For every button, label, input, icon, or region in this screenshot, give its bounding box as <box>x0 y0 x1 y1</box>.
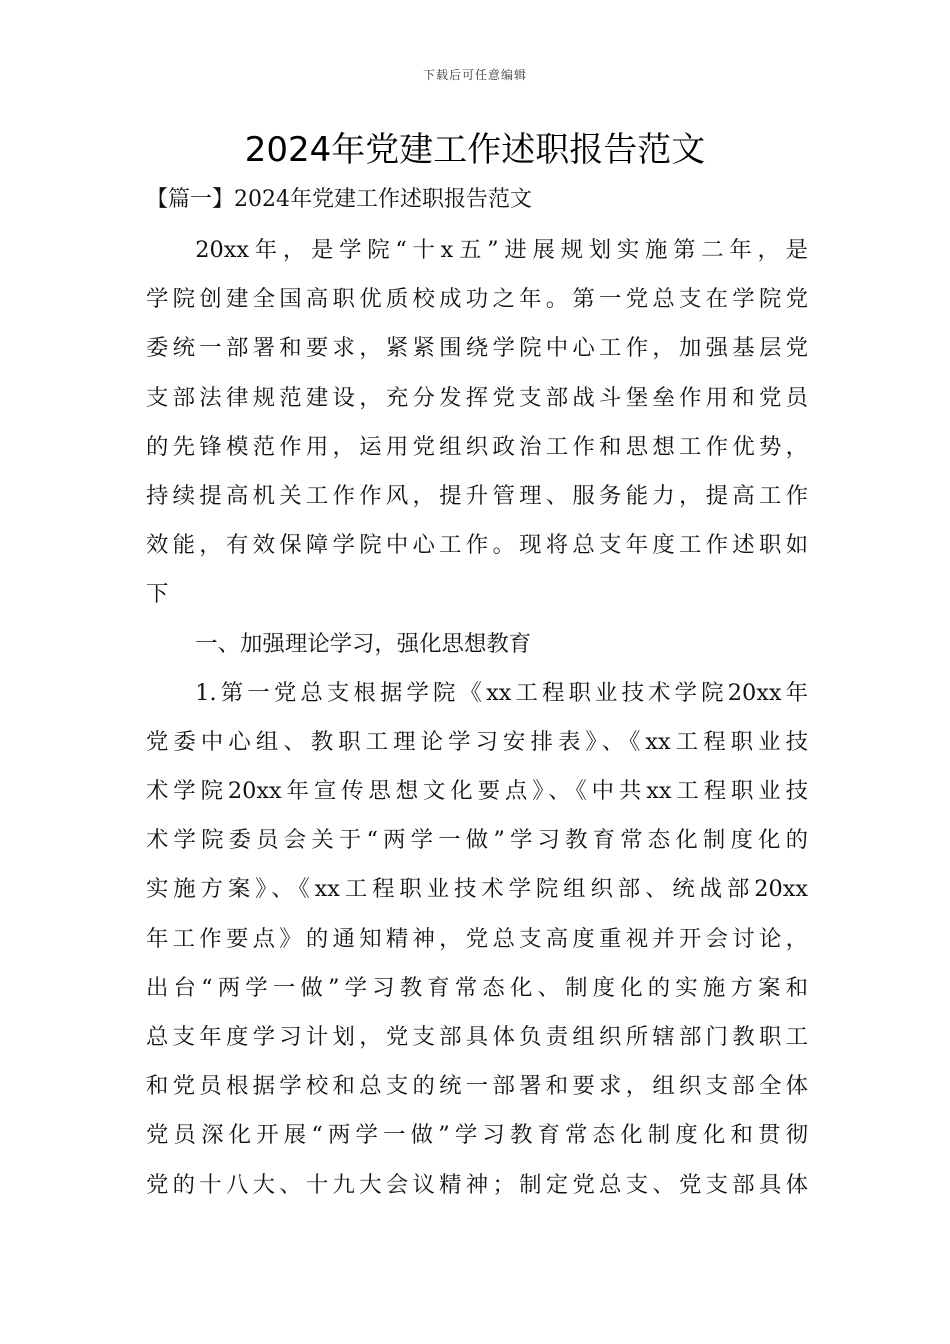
text-line: 实施方案》、《xx工程职业技术学院组织部、统战部20xx <box>146 876 808 903</box>
text-line: 学院创建全国高职优质校成功之年。第一党总支在学院党 <box>146 286 808 313</box>
text-line: 委统一部署和要求，紧紧围绕学院中心工作，加强基层党 <box>146 335 808 362</box>
text-line: 20xx年，是学院“十x五”进展规划实施第二年，是 <box>195 237 808 263</box>
text-line: 下 <box>146 581 169 608</box>
text-line: 效能，有效保障学院中心工作。现将总支年度工作述职如 <box>146 532 808 559</box>
text-line: 出台“两学一做”学习教育常态化、制度化的实施方案和 <box>146 974 808 1001</box>
text-line: 持续提高机关工作作风，提升管理、服务能力，提高工作 <box>146 482 808 509</box>
paragraph-intro <box>146 226 808 620</box>
text-line: 年工作要点》的通知精神，党总支高度重视并开会讨论， <box>146 925 808 952</box>
text-line: 支部法律规范建设，充分发挥党支部战斗堡垒作用和党员 <box>146 384 808 411</box>
document-title: 2024年党建工作述职报告范文 <box>244 130 706 170</box>
text-line: 总支年度学习计划，党支部具体负责组织所辖部门教职工 <box>146 1024 808 1050</box>
text-line: 1.第一党总支根据学院《xx工程职业技术学院20xx年 <box>195 679 808 706</box>
document-body <box>146 178 808 1210</box>
text-line: 一、加强理论学习，强化思想教育 <box>195 630 532 657</box>
text-line: 党员深化开展“两学一做”学习教育常态化制度化和贯彻 <box>146 1122 808 1149</box>
text-line: 术学院20xx年宣传思想文化要点》、《中共xx工程职业技 <box>146 778 808 805</box>
text-line: 的先锋模范作用，运用党组织政治工作和思想工作优势， <box>146 433 808 460</box>
text-line: 和党员根据学校和总支的统一部署和要求，组织支部全体 <box>146 1073 808 1100</box>
text-line: 术学院委员会关于“两学一做”学习教育常态化制度化的 <box>146 827 808 854</box>
page-header-note: 下载后可任意编辑 <box>422 68 527 82</box>
paragraph-item-1 <box>146 669 808 1210</box>
section-heading <box>146 620 808 669</box>
section-subheading: 【篇一】2024年党建工作述职报告范文 <box>146 187 532 212</box>
text-line: 党的十八大、十九大会议精神；制定党总支、党支部具体 <box>146 1171 808 1198</box>
text-line: 党委中心组、教职工理论学习安排表》、《xx工程职业技 <box>146 728 808 755</box>
